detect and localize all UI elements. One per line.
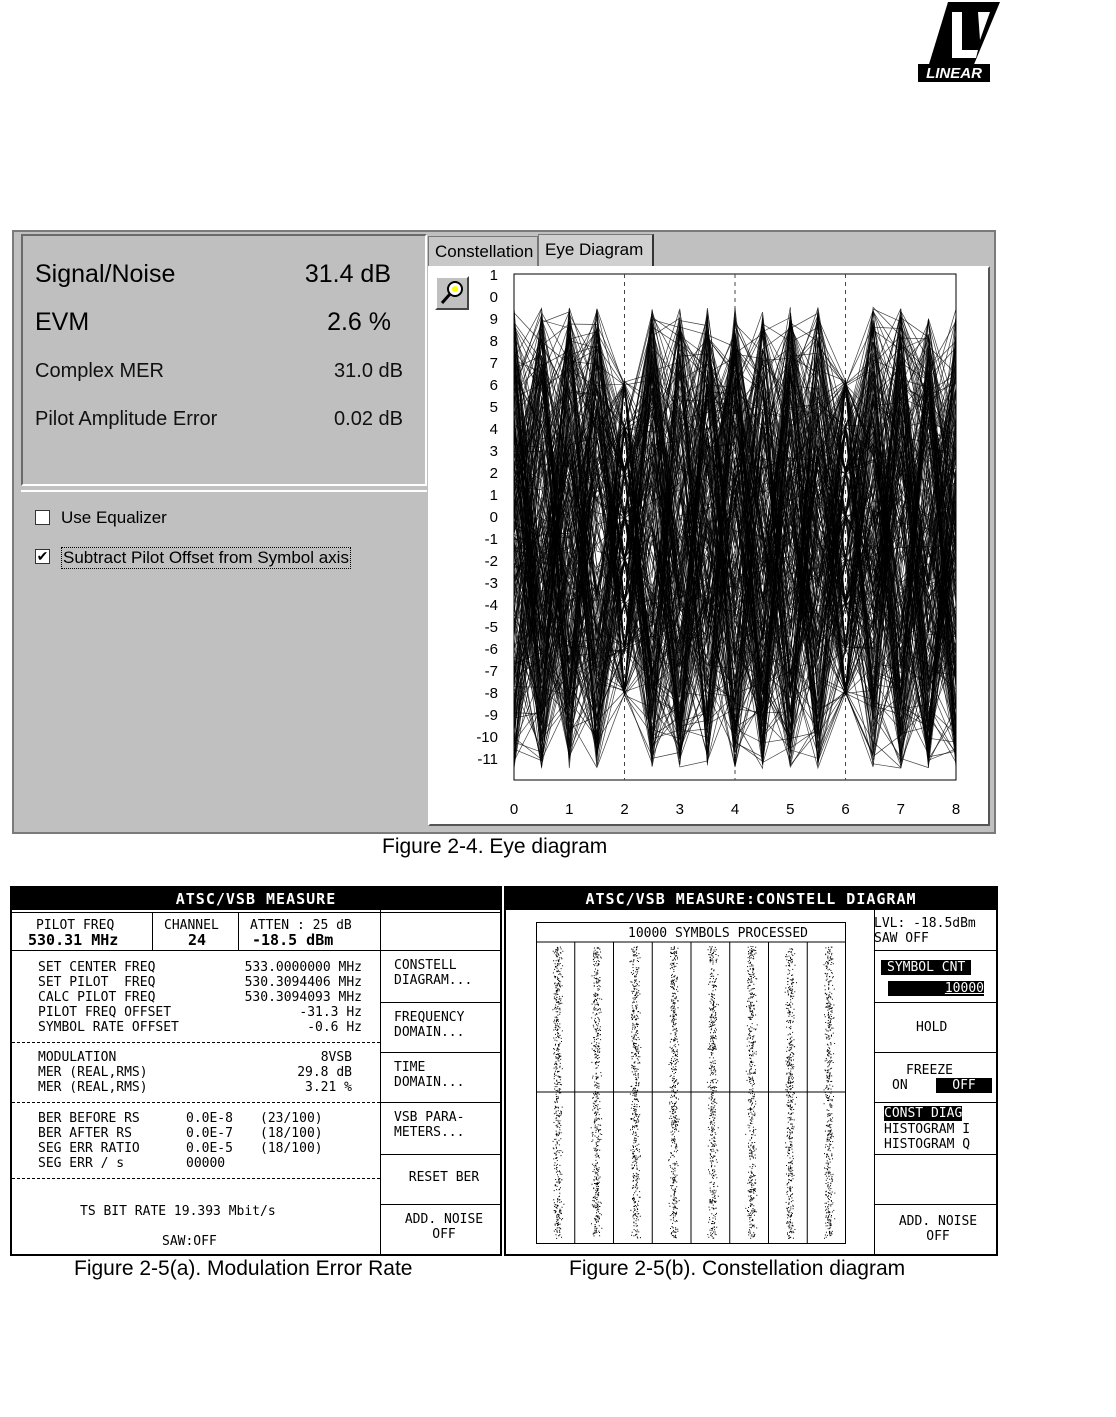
- freq-label: PILOT FREQ OFFSET: [38, 1005, 172, 1020]
- y-tick-label: -8: [484, 685, 498, 702]
- mer-softkey[interactable]: TIME DOMAIN...: [394, 1060, 465, 1090]
- mer-softkey[interactable]: VSB PARA- METERS...: [394, 1110, 465, 1140]
- y-tick-label: 3: [489, 443, 498, 460]
- const-diag-option[interactable]: CONST DIAG: [884, 1106, 963, 1121]
- pilot-amp-value: 0.02 dB: [334, 408, 403, 430]
- signal-noise-value: 31.4 dB: [304, 260, 391, 288]
- caption-fig-2-5a: Figure 2-5(a). Modulation Error Rate: [74, 1257, 413, 1280]
- signal-noise-label: Signal/Noise: [35, 260, 176, 288]
- const-screen-title: ATSC/VSB MEASURE:CONSTELL DIAGRAM: [506, 888, 996, 910]
- ber-ratio: (18/100): [260, 1126, 323, 1141]
- mer-softkey[interactable]: FREQUENCY DOMAIN...: [394, 1010, 465, 1040]
- x-tick-label: 5: [786, 801, 795, 818]
- mer-softkey[interactable]: ADD. NOISE OFF: [404, 1212, 484, 1242]
- ber-label: SEG ERR / s: [38, 1156, 125, 1171]
- evm-value: 2.6 %: [327, 308, 391, 336]
- tab-bar: [428, 234, 988, 268]
- level-value: -18.5 dBm: [252, 931, 334, 949]
- hold-softkey[interactable]: HOLD: [916, 1020, 948, 1035]
- tab-constellation[interactable]: Constellation: [428, 236, 538, 266]
- pilot-freq-value: 530.31 MHz: [28, 931, 119, 949]
- y-tick-label: 5: [489, 399, 498, 416]
- freq-label: CALC PILOT FREQ: [38, 990, 156, 1005]
- x-tick-label: 4: [730, 801, 740, 818]
- y-tick-label: 1: [489, 267, 498, 284]
- y-tick-label: 2: [489, 465, 498, 482]
- ber-value: 0.0E-5: [186, 1141, 233, 1156]
- symbol-cnt-value[interactable]: 10000: [888, 981, 984, 996]
- freq-value: -0.6 Hz: [307, 1020, 362, 1035]
- constellation-plot: [536, 922, 846, 1244]
- constellation-screen: [504, 886, 998, 1256]
- mod-label: MER (REAL,RMS): [38, 1065, 148, 1080]
- y-tick-label: -2: [484, 553, 498, 570]
- histogram-q-option[interactable]: HISTOGRAM Q: [884, 1137, 971, 1152]
- channel-value: 24: [188, 931, 207, 949]
- y-tick-label: -4: [484, 597, 498, 614]
- mod-value: 8VSB: [320, 1050, 352, 1065]
- y-tick-label: 7: [489, 355, 498, 372]
- mod-label: MODULATION: [38, 1050, 117, 1065]
- mod-label: MER (REAL,RMS): [38, 1080, 148, 1095]
- mer-screen-title: ATSC/VSB MEASURE: [12, 888, 500, 910]
- x-tick-label: 1: [565, 801, 574, 818]
- y-tick-label: -5: [484, 619, 498, 636]
- mod-value: 29.8 dB: [297, 1065, 352, 1080]
- y-tick-label: 4: [489, 421, 498, 438]
- freq-value: 530.3094406 MHz: [244, 975, 362, 990]
- use-equalizer-checkbox[interactable]: [35, 510, 50, 525]
- pilot-amp-label: Pilot Amplitude Error: [35, 408, 218, 430]
- freq-label: SYMBOL RATE OFFSET: [38, 1020, 179, 1035]
- symbols-processed: 10000 SYMBOLS PROCESSED: [628, 926, 809, 941]
- saw-status: SAW:OFF: [162, 1234, 217, 1249]
- ber-value: 0.0E-7: [186, 1126, 233, 1141]
- freeze-label[interactable]: FREEZE: [906, 1063, 953, 1078]
- measurement-panel: [21, 234, 427, 486]
- ber-ratio: (18/100): [260, 1141, 323, 1156]
- evm-label: EVM: [35, 308, 90, 336]
- ber-value: 0.0E-8: [186, 1111, 233, 1126]
- saw-readout: SAW OFF: [874, 931, 929, 946]
- complex-mer-value: 31.0 dB: [334, 360, 403, 382]
- freq-value: -31.3 Hz: [299, 1005, 362, 1020]
- eye-diagram-window: [12, 230, 996, 834]
- freq-value: 530.3094093 MHz: [244, 990, 362, 1005]
- complex-mer-label: Complex MER: [35, 360, 164, 382]
- y-tick-label: -7: [484, 663, 498, 680]
- symbol-cnt-label[interactable]: SYMBOL CNT: [881, 960, 971, 975]
- freeze-off[interactable]: OFF: [936, 1078, 992, 1093]
- histogram-i-option[interactable]: HISTOGRAM I: [884, 1122, 971, 1137]
- eye-diagram-chart: [428, 266, 990, 826]
- ber-ratio: (23/100): [260, 1111, 323, 1126]
- ts-bit-rate: TS BIT RATE 19.393 Mbit/s: [80, 1204, 276, 1219]
- level-readout: LVL: -18.5dBm: [874, 916, 976, 931]
- ber-value: 00000: [186, 1156, 226, 1171]
- mer-softkey[interactable]: RESET BER: [408, 1170, 480, 1185]
- y-tick-label: 0: [489, 509, 498, 526]
- logo-text: LINEAR: [926, 65, 982, 82]
- mer-softkey[interactable]: CONSTELL DIAGRAM...: [394, 958, 473, 988]
- subtract-pilot-label[interactable]: Subtract Pilot Offset from Symbol axis: [63, 548, 349, 567]
- magnifier-icon: [437, 278, 467, 308]
- zoom-button[interactable]: [435, 276, 469, 310]
- ber-label: BER AFTER RS: [38, 1126, 132, 1141]
- y-tick-label: 8: [489, 333, 498, 350]
- x-tick-label: 3: [675, 801, 684, 818]
- caption-fig-2-5b: Figure 2-5(b). Constellation diagram: [569, 1257, 906, 1280]
- x-tick-label: 8: [951, 801, 961, 818]
- y-tick-label: -9: [484, 707, 498, 724]
- linear-logo: [918, 2, 1010, 84]
- use-equalizer-label[interactable]: Use Equalizer: [61, 508, 167, 527]
- y-tick-label: 9: [489, 311, 498, 328]
- tab-eye-diagram[interactable]: Eye Diagram: [538, 234, 654, 268]
- freq-label: SET CENTER FREQ: [38, 960, 156, 975]
- x-tick-label: 2: [620, 801, 629, 818]
- y-tick-label: -3: [484, 575, 498, 592]
- ber-label: SEG ERR RATIO: [38, 1141, 140, 1156]
- channel-label: CHANNEL: [164, 918, 219, 933]
- y-tick-label: 0: [489, 289, 498, 306]
- freq-label: SET PILOT FREQ: [38, 975, 156, 990]
- checkmark-icon: ✔: [36, 548, 49, 564]
- freeze-on[interactable]: ON: [892, 1078, 908, 1093]
- mod-value: 3.21 %: [305, 1080, 352, 1095]
- y-tick-label: -1: [484, 531, 498, 548]
- x-tick-label: 7: [896, 801, 905, 818]
- atten-label: ATTEN : 25 dB: [250, 918, 352, 933]
- subtract-pilot-checkbox[interactable]: [35, 549, 50, 564]
- x-tick-label: 6: [841, 801, 850, 818]
- y-tick-label: -10: [476, 729, 498, 746]
- y-tick-label: -11: [477, 751, 498, 768]
- y-tick-label: 6: [489, 377, 498, 394]
- add-noise-softkey[interactable]: ADD. NOISE OFF: [898, 1214, 978, 1244]
- caption-fig-2-4: Figure 2-4. Eye diagram: [382, 835, 608, 858]
- y-tick-label: 1: [489, 487, 498, 504]
- freq-value: 533.0000000 MHz: [244, 960, 362, 975]
- mer-screen: [10, 886, 502, 1256]
- options-panel: [21, 490, 427, 824]
- pilot-freq-label: PILOT FREQ: [36, 918, 115, 933]
- x-tick-label: 0: [509, 801, 519, 818]
- y-tick-label: -6: [484, 641, 498, 658]
- ber-label: BER BEFORE RS: [38, 1111, 140, 1126]
